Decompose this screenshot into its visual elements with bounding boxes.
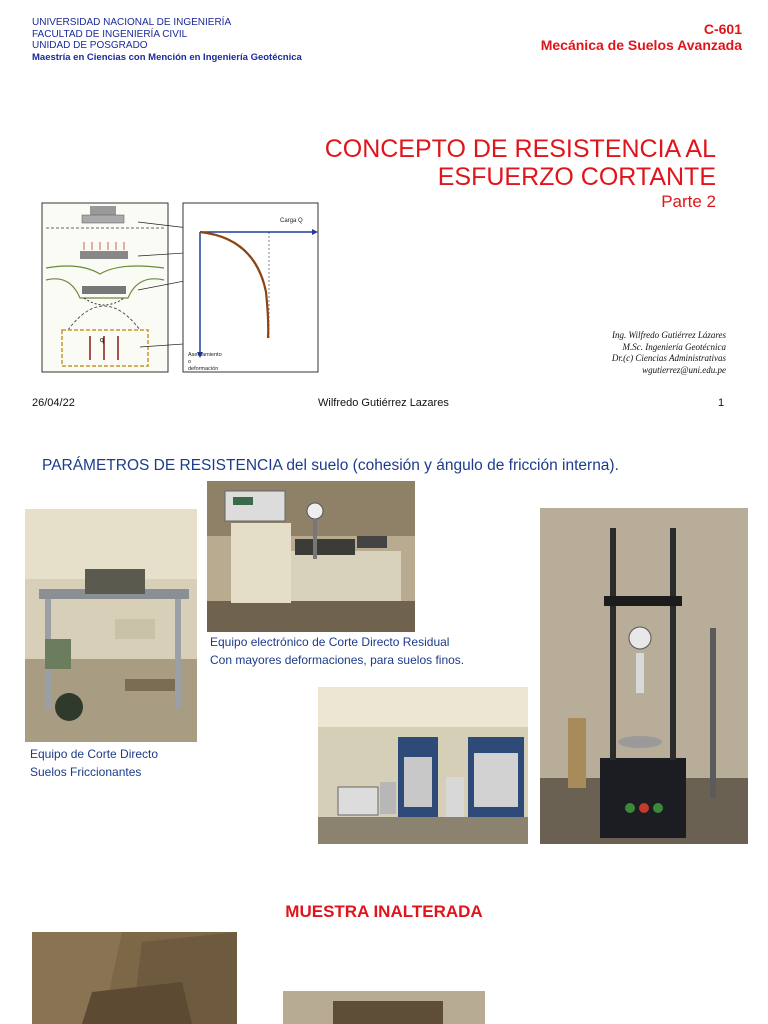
course-code: C-601 xyxy=(703,21,742,37)
faculty-name: FACULTAD DE INGENIERÍA CIVIL xyxy=(32,28,188,40)
settlement-label-2: o xyxy=(188,359,192,365)
svg-text:q: q xyxy=(100,337,104,344)
caption-friction-line-2: Suelos Friccionantes xyxy=(30,765,142,779)
caption-electronic xyxy=(210,633,464,669)
title-line-1: CONCEPTO DE RESISTENCIA AL xyxy=(324,135,716,163)
settlement-label-1: Asentamiento xyxy=(188,352,222,358)
caption-friction-line-1: Equipo de Corte Directo xyxy=(30,747,159,761)
university-name: UNIVERSIDAD NACIONAL DE INGENIERÍA xyxy=(32,17,232,28)
course-name: Mecánica de Suelos Avanzada xyxy=(540,37,742,53)
program-name: Maestría en Ciencias con Mención en Ingeniería Geotécnica xyxy=(32,51,302,63)
sample-photo-2 xyxy=(283,991,485,1024)
sample-photo-1 xyxy=(32,932,237,1024)
direct-shear-friction-photo xyxy=(25,509,197,742)
load-label: Carga Q xyxy=(280,218,303,224)
lab-equipment-photo xyxy=(318,687,528,844)
electronic-residual-shear-photo xyxy=(207,481,415,632)
footer-page-number: 1 xyxy=(718,397,725,409)
footer-author: Wilfredo Gutiérrez Lazares xyxy=(318,397,449,409)
compression-frame-photo xyxy=(540,508,748,844)
title-line-2: ESFUERZO CORTANTE xyxy=(437,163,716,191)
unit-name: UNIDAD DE POSGRADO xyxy=(32,40,148,51)
author-doctorate: Dr.(c) Ciencias Administrativas xyxy=(611,353,726,363)
course-header xyxy=(541,21,742,53)
institution-header xyxy=(32,17,302,63)
author-email: wgutierrez@uni.edu.pe xyxy=(642,364,726,375)
caption-electronic-line-2: Con mayores deformaciones, para suelos finos. xyxy=(210,653,465,667)
bearing-capacity-figure xyxy=(40,202,320,374)
settlement-label-3: deformación xyxy=(188,366,219,372)
footer-date: 26/04/22 xyxy=(32,397,75,409)
undisturbed-sample-heading: MUESTRA INALTERADA xyxy=(285,902,483,921)
author-degree: M.Sc. Ingeniería Geotécnica xyxy=(622,341,726,352)
caption-electronic-line-1: Equipo electrónico de Corte Directo Residual xyxy=(210,635,450,649)
slide-title xyxy=(325,135,716,191)
section-title: PARÁMETROS DE RESISTENCIA del suelo (cohesión y ángulo de fricción interna). xyxy=(42,457,619,474)
caption-friction xyxy=(30,745,158,781)
author-name: Ing. Wilfredo Gutiérrez Lázares xyxy=(612,330,726,340)
author-block xyxy=(612,330,726,376)
slide-subtitle: Parte 2 xyxy=(661,192,716,211)
